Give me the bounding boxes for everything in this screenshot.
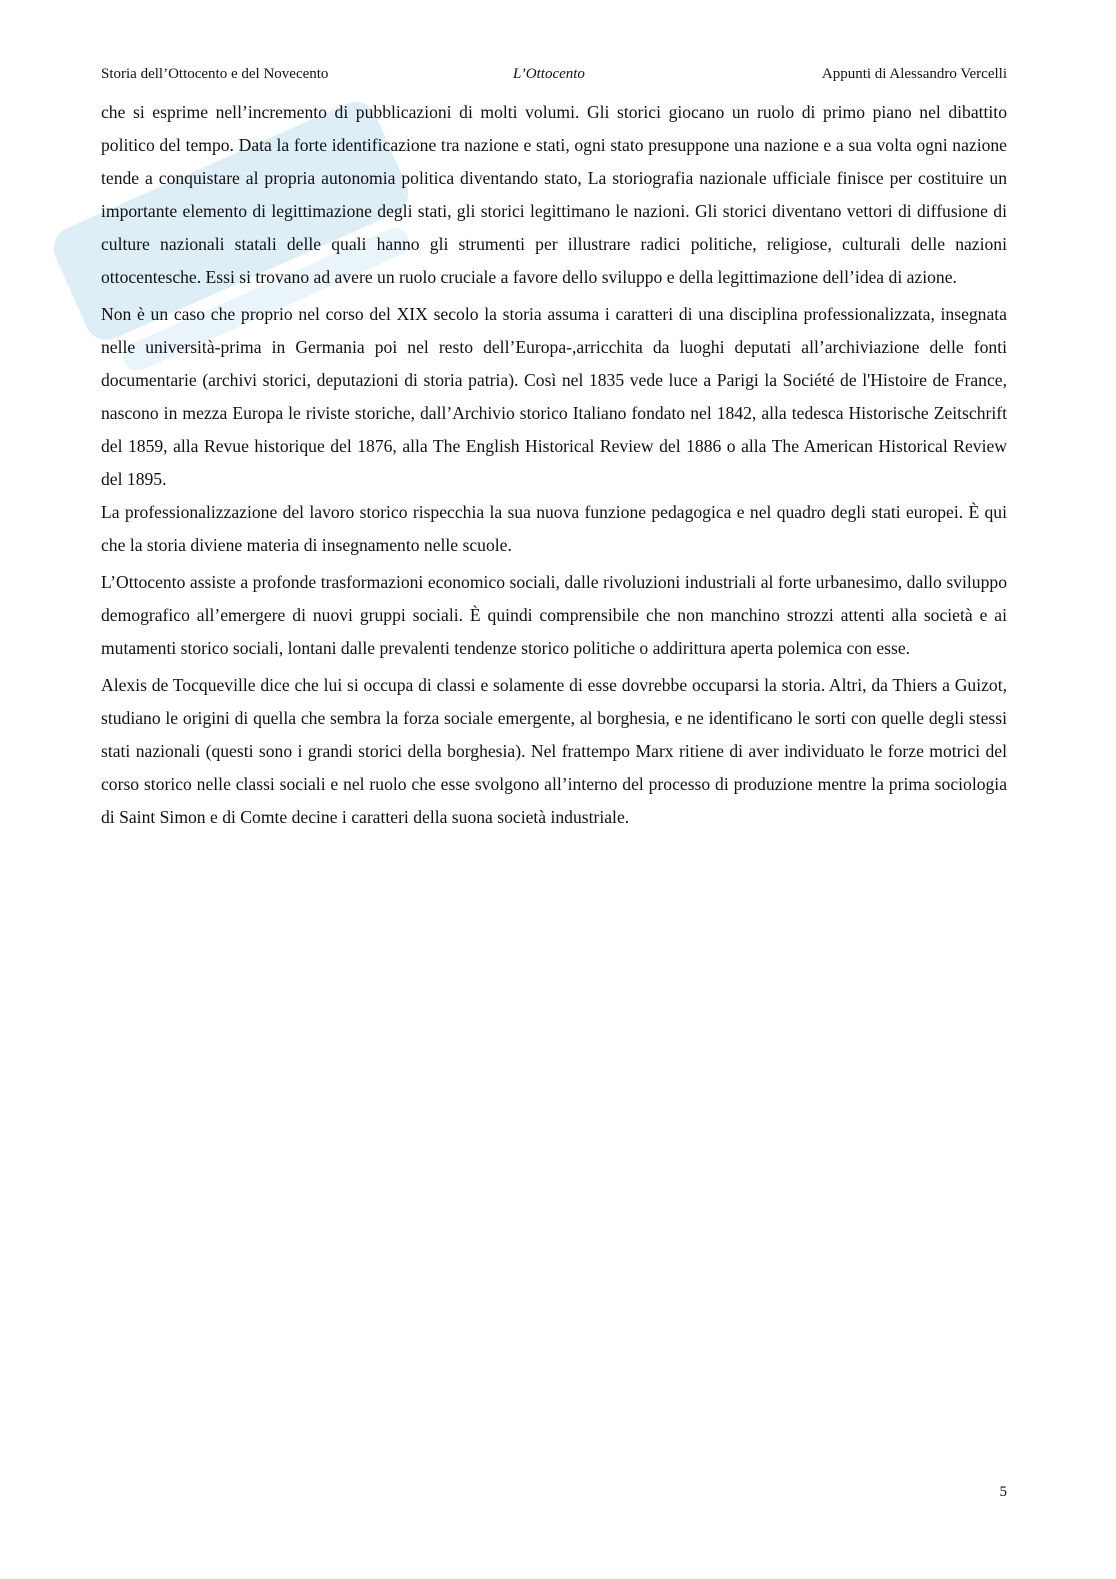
- header-course-title: Storia dell’Ottocento e del Novecento: [101, 66, 329, 82]
- paragraph-5: Alexis de Tocqueville dice che lui si occupa di classi e solamente di esse dovrebbe occuparsi la storia. Altri, da Thiers a Guizot, studiano le origini di quella che sembra la forza sociale emergente, al borghesia, e ne identificano le sorti con quelle degli stessi stati nazionali (questi sono i grandi storici della borghesia). Nel frattempo Marx ritiene di aver individuato le forze motrici del corso storico nelle classi sociali e nel ruolo che esse svolgono all’interno del processo di produzione mentre la prima sociologia di Saint Simon e di Comte decine i caratteri della suona società industriale.: [101, 675, 1007, 827]
- document-body: [101, 96, 1007, 838]
- header-chapter-title: L’Ottocento: [513, 66, 585, 82]
- paragraph-3: La professionalizzazione del lavoro storico rispecchia la sua nuova funzione pedagogica e nel quadro degli stati europei. È qui che la storia diviene materia di insegnamento nelle scuole.: [101, 502, 1007, 555]
- paragraph-1: che si esprime nell’incremento di pubblicazioni di molti volumi. Gli storici giocano un ruolo di primo piano nel dibattito politico del tempo. Data la forte identificazione tra nazione e stati, ogni stato presuppone una nazione e a sua volta ogni nazione tende a conquistare al propria autonomia politica diventando stato, La storiografia nazionale ufficiale finisce per costituire un importante elemento di legittimazione degli stati, gli storici legittimano le nazioni. Gli storici diventano vettori di diffusione di culture nazionali statali delle quali hanno gli strumenti per illustrare radici politiche, religiose, culturali delle nazioni ottocentesche. Essi si trovano ad avere un ruolo cruciale a favore dello sviluppo e della legittimazione dell’idea di azione.: [101, 102, 1007, 287]
- header-author: Appunti di Alessandro Vercelli: [821, 66, 1007, 82]
- paragraph-4: L’Ottocento assiste a profonde trasformazioni economico sociali, dalle rivoluzioni industriali al forte urbanesimo, dallo sviluppo demografico all’emergere di nuovi gruppi sociali. È quindi comprensibile che non manchino strozzi attenti alla società e ai mutamenti storico sociali, lontani dalle prevalenti tendenze storico politiche o addirittura aperta polemica con esse.: [101, 572, 1007, 658]
- paragraph-2: Non è un caso che proprio nel corso del XIX secolo la storia assuma i caratteri di una disciplina professionalizzata, insegnata nelle università-prima in Germania poi nel resto dell’Europa-,arricchita da luoghi deputati all’archiviazione delle fonti documentarie (archivi storici, deputazioni di storia patria). Così nel 1835 vede luce a Parigi la Société de l'Histoire de France, nascono in mezza Europa le riviste storiche, dall’Archivio storico Italiano fondato nel 1842, alla tedesca Historische Zeitschrift del 1859, alla Revue historique del 1876, alla The English Historical Review del 1886 o alla The American Historical Review del 1895.: [101, 304, 1007, 489]
- page-number: 5: [999, 1484, 1007, 1500]
- page-header: [101, 66, 1007, 88]
